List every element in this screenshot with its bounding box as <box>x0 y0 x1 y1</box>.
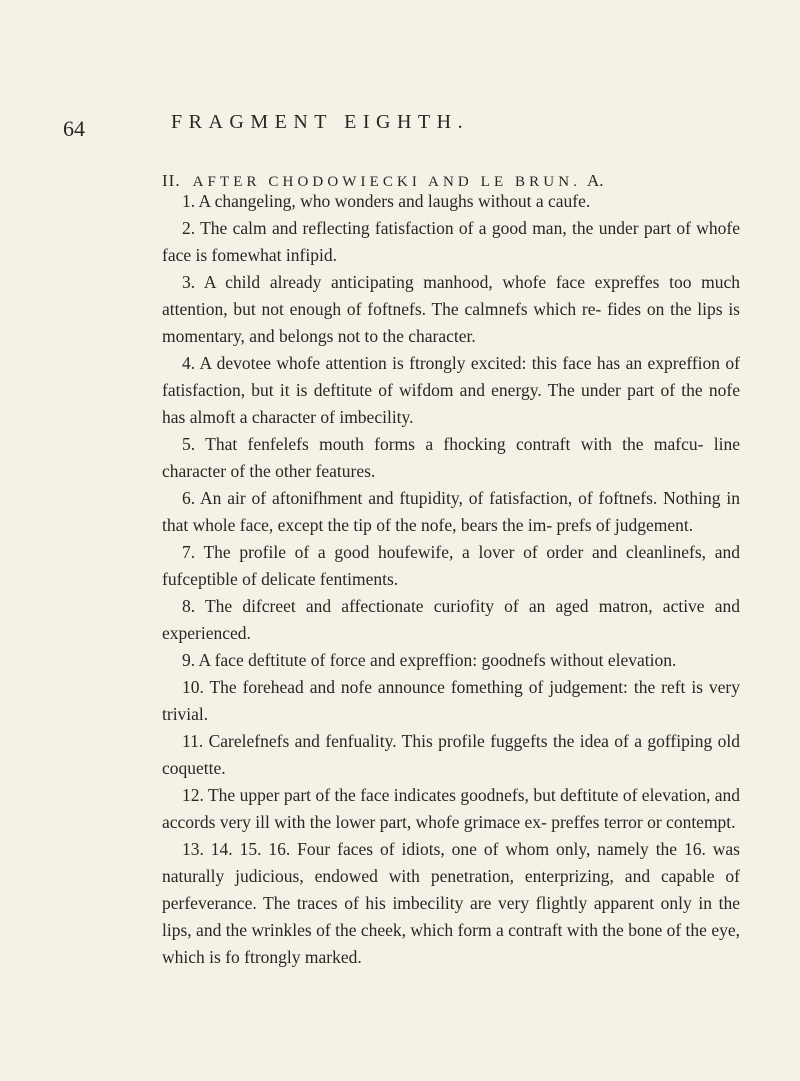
entry-6: 6. An air of aftonifhment and ftupidity, of fatisfaction, of foftnefs. Nothing in that whole face, except the tip of the nofe, bears the im- prefs of judgement. <box>162 488 740 535</box>
entry-9: 9. A face deftitute of force and expreffion: goodnefs without elevation. <box>182 650 677 670</box>
entry-5: 5. That fenfelefs mouth forms a fhocking contraft with the mafcu- line character of the other features. <box>162 434 740 481</box>
plate-letter: A. <box>587 171 604 190</box>
entry-8: 8. The difcreet and affectionate curiofity of an aged matron, active and experienced. <box>162 596 740 643</box>
entry-11: 11. Carelefnefs and fenfuality. This profile fuggefts the idea of a goffiping old coquette. <box>162 731 740 778</box>
page-number: 64 <box>63 116 85 141</box>
entry-2: 2. The calm and reflecting fatisfaction of a good man, the under part of whofe face is fomewhat infipid. <box>162 218 740 265</box>
entry-list <box>162 188 740 971</box>
entry-13-16: 13. 14. 15. 16. Four faces of idiots, one of whom only, namely the 16. was naturally judicious, endowed with penetration, enterprizing, and capable of perfeverance. The traces of his imbecility are very flightly apparent only in the lips, and the wrinkles of the cheek, which form a contraft with the bone of the eye, which is fo ftrongly marked. <box>162 839 740 967</box>
entry-4: 4. A devotee whofe attention is ftrongly excited: this face has an expreffion of fatisfaction, but it is deftitute of wifdom and energy. The under part of the nofe has almoft a character of imbecility. <box>162 353 740 427</box>
entry-1: 1. A changeling, who wonders and laughs without a caufe. <box>182 191 591 211</box>
entry-10: 10. The forehead and nofe announce fomething of judgement: the reft is very trivial. <box>162 677 740 724</box>
entry-7: 7. The profile of a good houfewife, a lover of order and cleanlinefs, and fufceptible of delicate fentiments. <box>162 542 740 589</box>
running-head: FRAGMENT EIGHTH. <box>171 111 470 133</box>
entry-12: 12. The upper part of the face indicates goodnefs, but deftitute of elevation, and accords very ill with the lower part, whofe grimace ex- preffes terror or contempt. <box>162 785 740 832</box>
section-number: II. <box>162 171 181 190</box>
section-title: AFTER CHODOWIECKI AND LE BRUN. <box>192 174 581 190</box>
entry-3: 3. A child already anticipating manhood, whofe face expreffes too much attention, but not enough of foftnefs. The calmnefs which re- fides on the lips is momentary, and belongs not to the character. <box>162 272 740 346</box>
